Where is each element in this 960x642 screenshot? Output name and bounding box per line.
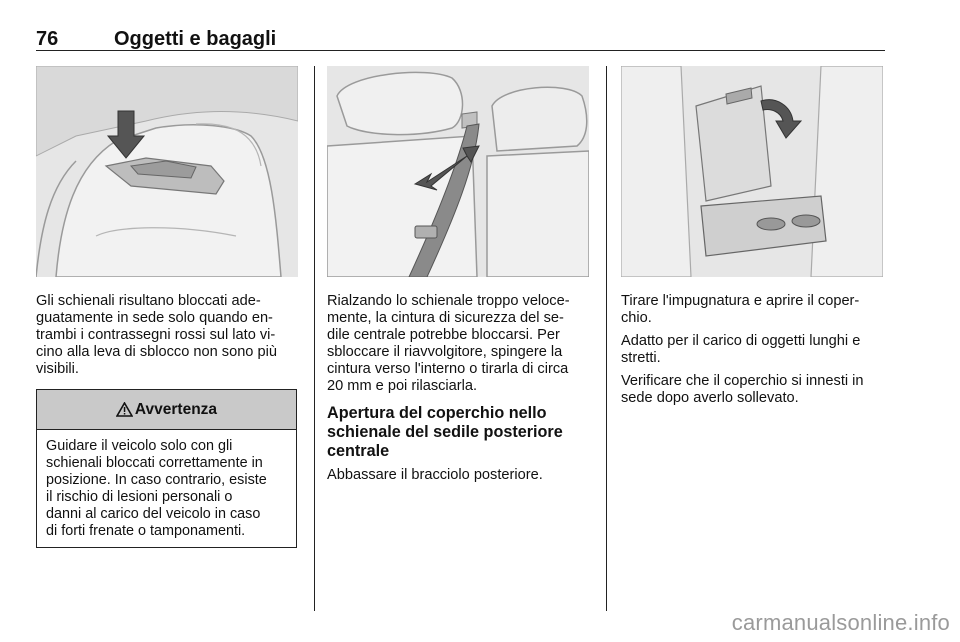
- warning-title: Avvertenza: [134, 400, 218, 418]
- column3-paragraph3: Verificare che il coperchio si innesti in sede dopo averlo sollevato.: [621, 373, 864, 406]
- warning-triangle-icon: [116, 402, 133, 417]
- seat-belt-illustration: [327, 66, 589, 277]
- column-divider-left: [314, 66, 315, 611]
- column1-paragraph: Gli schienali risultano bloccati ade- guatamente in sede solo quando en- trambi i contrassegni rossi sul lato vi- cino alla leva di sblocco non sono più visibili.: [36, 293, 277, 377]
- column2-text: [327, 293, 597, 490]
- watermark: carmanualsonline.info: [731, 610, 950, 635]
- seat-release-illustration: [36, 66, 298, 277]
- column3-paragraph1: Tirare l'impugnatura e aprire il coper- chio.: [621, 293, 860, 326]
- warning-body: Guidare il veicolo solo con gli schienali bloccati correttamente in posizione. In caso contrario, esiste il rischio di lesioni personali o danni al carico del veicolo in caso di forti frenate o tamponamenti.: [46, 438, 267, 539]
- column3-text: [621, 293, 889, 413]
- page-number: 76: [36, 28, 59, 50]
- column2-paragraph2: Abbassare il bracciolo posteriore.: [327, 467, 543, 483]
- header-rule: [36, 50, 885, 51]
- column-divider-right: [606, 66, 607, 611]
- page-title: Oggetti e bagagli: [114, 28, 277, 50]
- section-heading: Apertura del coperchio nello schienale del sedile posteriore centrale: [327, 404, 563, 460]
- column2-paragraph: Rialzando lo schienale troppo veloce- mente, la cintura di sicurezza del se- dile centrale potrebbe bloccarsi. Per sbloccare il riavvolgitore, spingere la cintura verso l'interno o tirarla di circa 20 mm e poi rilasciarla.: [327, 293, 570, 394]
- column3-paragraph2: Adatto per il carico di oggetti lunghi e stretti.: [621, 333, 861, 366]
- pass-through-cover-illustration: [621, 66, 883, 277]
- warning-box: [36, 389, 297, 548]
- warning-header: [37, 390, 296, 430]
